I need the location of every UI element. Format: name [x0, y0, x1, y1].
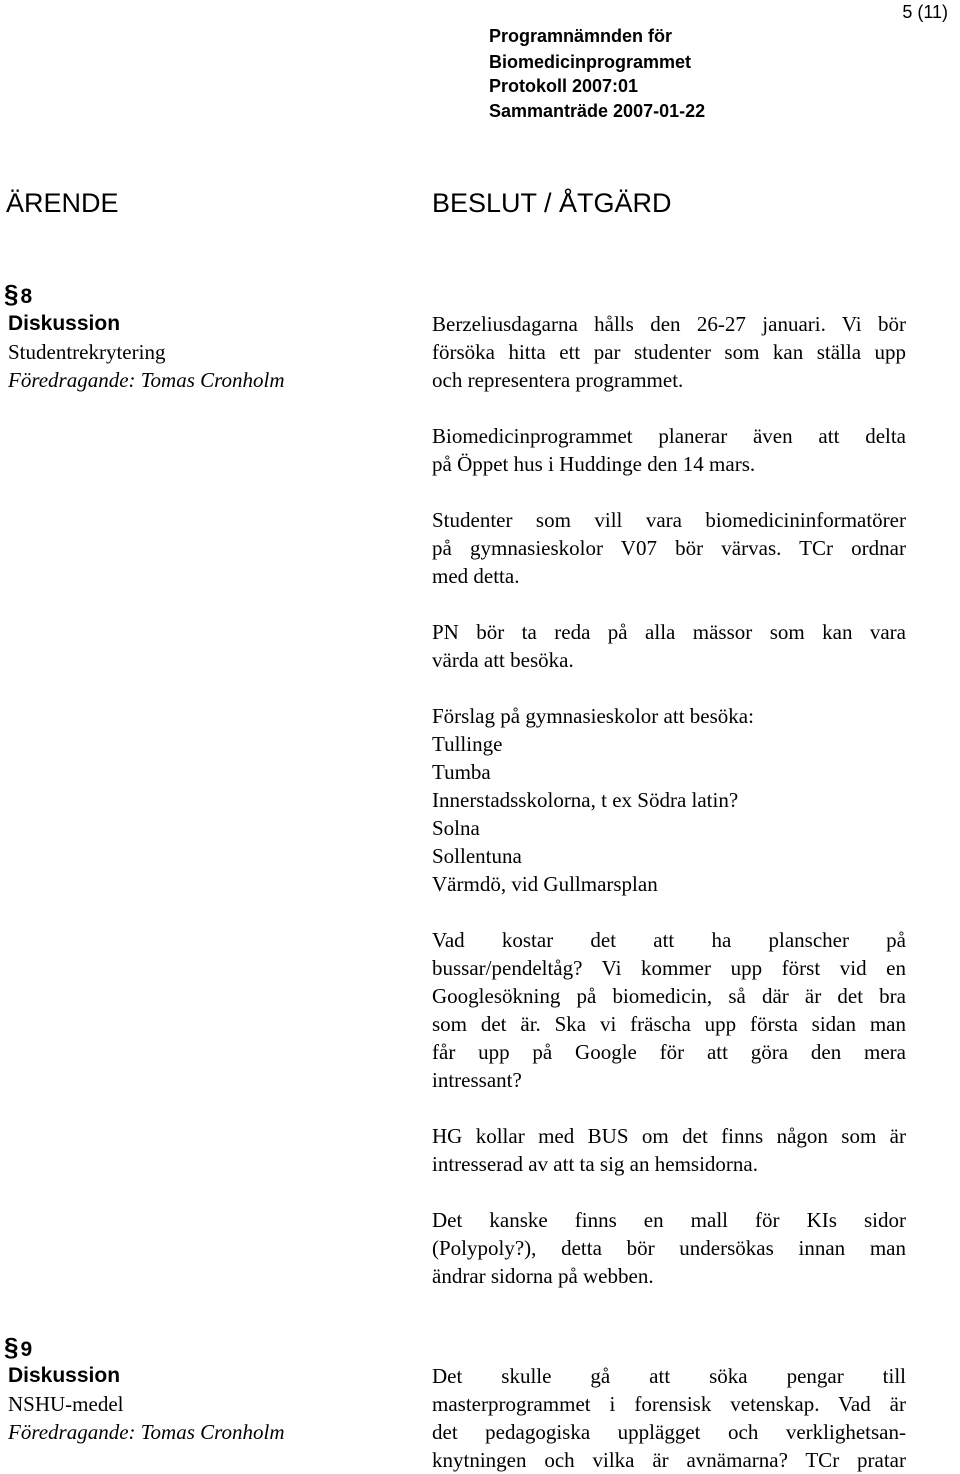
section-meta-9 [8, 1362, 285, 1446]
decision-text-8 [432, 310, 906, 1290]
text-line: och representera programmet. [432, 368, 684, 392]
text-line: Studenter som vill vara biomedicininformatörer [432, 508, 906, 532]
text-line: det pedagogiska upplägget och verklighetsan- [432, 1420, 906, 1444]
text-line: på Öppet hus i Huddinge den 14 mars. [432, 452, 756, 476]
text-line: knytningen och vilka är avnämarna? TCr pratar [432, 1448, 906, 1472]
column-title-matter: ÄRENDE [6, 188, 119, 218]
section-topic: Studentrekrytering [8, 340, 166, 364]
list-item: Värmdö, vid Gullmarsplan [432, 872, 658, 896]
text-line: får upp på Google för att göra den mera [432, 1040, 906, 1064]
text-line: med detta. [432, 564, 520, 588]
section-presenter: Föredragande: Tomas Cronholm [8, 1420, 285, 1444]
text-line: Det kanske finns en mall för KIs sidor [432, 1208, 906, 1232]
text-line: bussar/pendeltåg? Vi kommer upp först vid en [432, 956, 906, 980]
meeting-date: Sammanträde 2007-01-22 [489, 101, 706, 121]
decision-text-9 [432, 1362, 906, 1474]
paragraph [432, 1362, 906, 1474]
text-line: intressant? [432, 1068, 522, 1092]
committee-name: Programnämnden för [489, 26, 673, 46]
text-line: Vad kostar det att ha planscher på [432, 928, 906, 952]
section-heading-8 [4, 279, 32, 310]
text-line: som det är. Ska vi fräscha upp första sidan man [432, 1012, 906, 1036]
text-line: PN bör ta reda på alla mässor som kan vara [432, 620, 906, 644]
school-list [432, 702, 906, 898]
text-line: Det skulle gå att söka pengar till [432, 1364, 906, 1388]
section-type: Diskussion [8, 312, 121, 335]
section-symbol: § [4, 1332, 19, 1362]
paragraph [432, 1122, 906, 1178]
text-line: Googlesökning på biomedicin, så där är det bra [432, 984, 906, 1008]
program-name: Biomedicinprogrammet [489, 52, 692, 72]
text-line: intresserad av att ta sig an hemsidorna. [432, 1152, 758, 1176]
text-line: (Polypoly?), detta bör undersökas innan man [432, 1236, 906, 1260]
section-number: 9 [20, 1338, 33, 1361]
protocol-number: Protokoll 2007:01 [489, 76, 639, 96]
list-item: Förslag på gymnasieskolor att besöka: [432, 704, 754, 728]
section-meta-8 [8, 310, 285, 394]
text-line: värda att besöka. [432, 648, 574, 672]
paragraph [432, 1206, 906, 1290]
text-line: ändrar sidorna på webben. [432, 1264, 654, 1288]
list-item: Innerstadsskolorna, t ex Södra latin? [432, 788, 739, 812]
text-line: Berzeliusdagarna hålls den 26-27 januari. Vi bör [432, 312, 906, 336]
text-line: masterprogrammet i forensisk vetenskap. Vad är [432, 1392, 906, 1416]
section-symbol: § [4, 279, 19, 309]
list-item: Solna [432, 816, 480, 840]
list-item: Tullinge [432, 732, 503, 756]
text-line: Biomedicinprogrammet planerar även att delta [432, 424, 906, 448]
column-title-decision: BESLUT / ÅTGÄRD [432, 188, 672, 218]
list-item: Sollentuna [432, 844, 522, 868]
section-topic: NSHU-medel [8, 1392, 124, 1416]
section-heading-9 [4, 1332, 32, 1363]
paragraph [432, 506, 906, 590]
section-number: 8 [20, 285, 33, 308]
text-line: på gymnasieskolor V07 bör värvas. TCr ordnar [432, 536, 906, 560]
paragraph [432, 310, 906, 394]
list-item: Tumba [432, 760, 491, 784]
section-type: Diskussion [8, 1364, 121, 1387]
text-line: försöka hitta ett par studenter som kan ställa upp [432, 340, 906, 364]
paragraph [432, 618, 906, 674]
paragraph [432, 422, 906, 478]
paragraph [432, 926, 906, 1094]
section-presenter: Föredragande: Tomas Cronholm [8, 368, 285, 392]
page-number: 5 (11) [902, 2, 948, 22]
text-line: HG kollar med BUS om det finns någon som är [432, 1124, 906, 1148]
